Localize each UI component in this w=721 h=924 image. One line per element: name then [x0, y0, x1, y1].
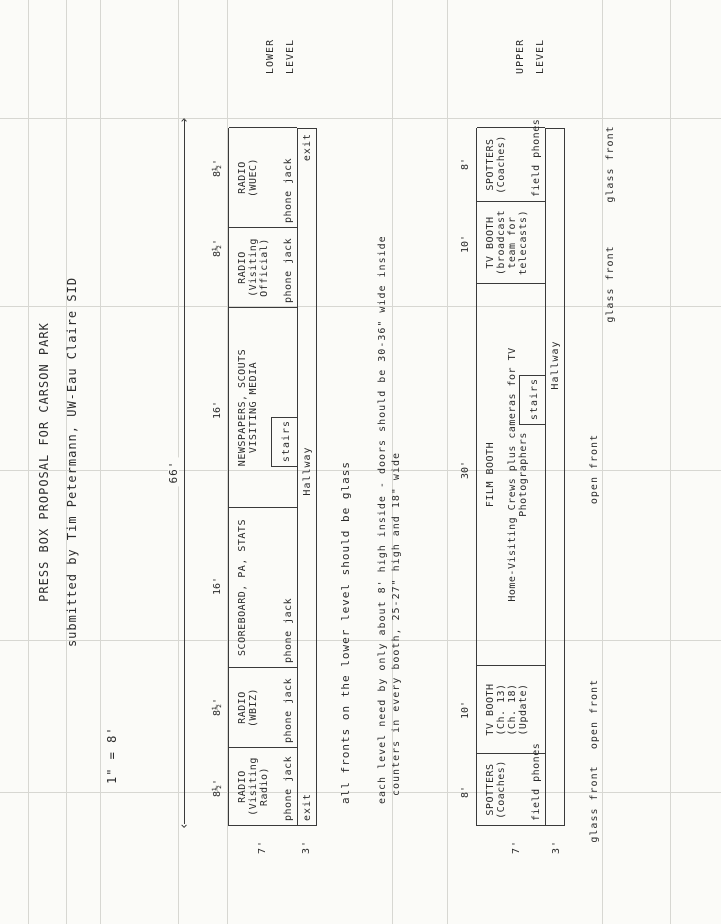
document-title: PRESS BOX PROPOSAL FOR CARSON PARK — [37, 322, 51, 602]
booth-scoreboard: SCOREBOARD, PA, STATS phone jack — [229, 507, 297, 667]
total-width-arrow — [184, 120, 185, 824]
booth-film: FILM BOOTH Home-Visiting Crews plus cameras for TV Photographers stairs — [477, 283, 545, 665]
lower-level-booths — [228, 128, 298, 826]
upper-level-label-2: LEVEL — [535, 38, 546, 74]
lower-width-5: 8½' — [212, 238, 223, 258]
arrow-left-head: ‹ — [177, 821, 192, 830]
total-width-label: 66' — [168, 458, 179, 487]
arrow-right-head: › — [177, 115, 192, 124]
booth-radio-visiting: RADIO (Visiting Radio) phone jack — [229, 747, 297, 825]
upper-stairs: stairs — [519, 375, 545, 425]
booth-radio-wuec: RADIO (WUEC) phone jack — [229, 127, 297, 227]
note-height-1: each level need by only about 8' high inside - doors should be 30-36" wide inside — [377, 235, 388, 804]
front-3: open front — [589, 433, 600, 505]
front-5: glass front — [605, 125, 616, 203]
lower-stairs: stairs — [271, 417, 297, 467]
front-2: open front — [589, 678, 600, 750]
front-1: glass front — [589, 765, 600, 843]
booth-radio-wbiz: RADIO (WBIZ) phone jack — [229, 667, 297, 747]
upper-level-label-1: UPPER — [515, 38, 526, 74]
booth-tv-left: TV BOOTH (Ch. 13) (Ch. 18) (Update) — [477, 665, 545, 753]
booth-spotters-left: SPOTTERS (Coaches) field phones — [477, 753, 545, 825]
booth-newspapers: NEWSPAPERS, SCOUTS VISITING MEDIA stairs — [229, 307, 297, 507]
lower-width-3: 16' — [212, 576, 223, 596]
lower-hallway — [297, 128, 317, 826]
front-4: glass front — [605, 245, 616, 323]
upper-width-4: 10' — [460, 234, 471, 254]
submitted-by: submitted by Tim Petermann, UW-Eau Claire SID — [65, 276, 79, 648]
booth-tv-right: TV BOOTH (broadcast team for telecasts) — [477, 201, 545, 283]
upper-width-2: 10' — [460, 700, 471, 720]
booth-spotters-right: SPOTTERS (Coaches) field phones — [477, 127, 545, 201]
upper-hallway — [545, 128, 565, 826]
note-glass: all fronts on the lower level should be glass — [339, 460, 352, 804]
lower-exit-right: exit — [302, 133, 313, 162]
upper-width-3: 30' — [460, 460, 471, 480]
lower-level-label-2: LEVEL — [285, 38, 296, 74]
upper-hallway-label: Hallway — [550, 340, 561, 390]
lower-depth-booth: 7' — [257, 839, 268, 854]
lower-width-4: 16' — [212, 400, 223, 420]
lower-hallway-label: Hallway — [302, 446, 313, 496]
upper-level-booths — [476, 118, 546, 826]
booth-radio-visiting-official: RADIO (Visiting Official) phone jack — [229, 227, 297, 307]
upper-width-5: 8' — [460, 157, 471, 171]
note-height-2: counters in every booth, 25-27" high and 18" wide — [391, 451, 402, 796]
lower-width-2: 8½' — [212, 697, 223, 717]
lower-width-1: 8½' — [212, 778, 223, 798]
upper-width-1: 8' — [460, 785, 471, 799]
lower-width-6: 8½' — [212, 158, 223, 178]
lower-level-label-1: LOWER — [265, 38, 276, 74]
lower-depth-hallway: 3' — [301, 839, 312, 854]
upper-depth-hallway: 3' — [551, 839, 562, 854]
lower-exit-left: exit — [302, 792, 313, 821]
upper-depth-booth: 7' — [511, 839, 522, 854]
scale-note: 1" = 8' — [105, 726, 119, 784]
